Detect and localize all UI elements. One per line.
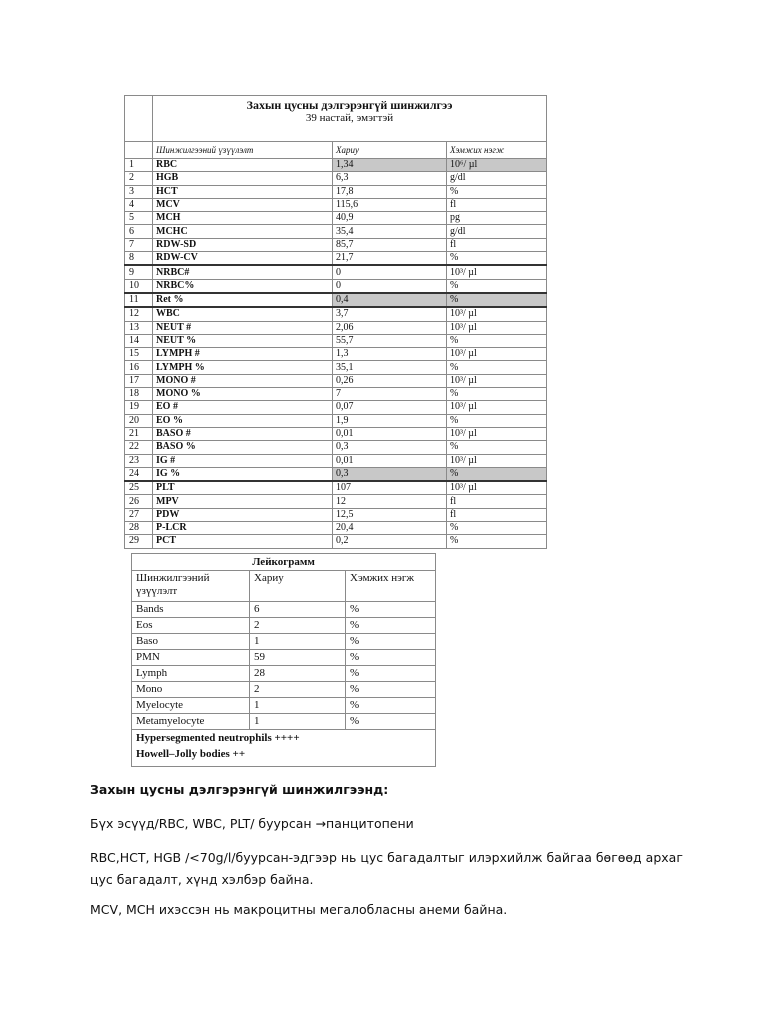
table-row [125, 508, 547, 521]
parameter-name: PDW [153, 508, 333, 521]
table-row [125, 159, 547, 172]
table-row [125, 374, 547, 387]
unit-cell: 10³/ µl [447, 481, 547, 495]
leuko-header-result: Хариу [250, 571, 346, 602]
table-row [125, 348, 547, 361]
result-value: 7 [333, 388, 447, 401]
parameter-name: EO # [153, 401, 333, 414]
leuko-unit: % [346, 714, 436, 730]
leuko-note: Howell–Jolly bodies ++ [132, 746, 436, 767]
parameter-name: Ret % [153, 293, 333, 307]
parameter-name: EO % [153, 414, 333, 427]
table-row [125, 279, 547, 293]
leuko-unit: % [346, 682, 436, 698]
result-value: 0 [333, 265, 447, 279]
leuko-row [132, 666, 436, 682]
parameter-name: LYMPH % [153, 361, 333, 374]
parameter-name: BASO # [153, 427, 333, 440]
result-value: 2,06 [333, 321, 447, 334]
result-value: 85,7 [333, 238, 447, 251]
row-number: 14 [125, 334, 153, 347]
row-number: 23 [125, 454, 153, 467]
leuko-row [132, 698, 436, 714]
parameter-name: MCH [153, 212, 333, 225]
table-title: Захын цусны дэлгэрэнгүй шинжилгээ [246, 98, 453, 112]
leuko-unit: % [346, 650, 436, 666]
leuko-name: PMN [132, 650, 250, 666]
unit-cell: 10³/ µl [447, 321, 547, 334]
leuko-header-parameter: Шинжилгээний үзүүлэлт [132, 571, 250, 602]
leuko-value: 59 [250, 650, 346, 666]
unit-cell: g/dl [447, 225, 547, 238]
row-number: 26 [125, 495, 153, 508]
result-value: 0,2 [333, 535, 447, 548]
result-value: 0,26 [333, 374, 447, 387]
table-row [125, 388, 547, 401]
leuko-value: 2 [250, 618, 346, 634]
unit-cell: 10³/ µl [447, 348, 547, 361]
table-row [125, 265, 547, 279]
leukogram-table [131, 553, 436, 767]
row-number: 11 [125, 293, 153, 307]
table-row [125, 185, 547, 198]
row-number: 2 [125, 172, 153, 185]
header-unit: Хэмжих нэгж [447, 142, 547, 159]
paragraph-pancytopenia: Бүх эсүүд/RBC, WBC, PLT/ буурсан →панцитопени [90, 816, 414, 831]
row-number: 17 [125, 374, 153, 387]
paragraph-macrocytic: MCV, MCH ихэссэн нь макроцитны мегалобласны анеми байна. [90, 902, 508, 917]
parameter-name: HCT [153, 185, 333, 198]
unit-cell: % [447, 522, 547, 535]
table-row [125, 535, 547, 548]
parameter-name: MONO # [153, 374, 333, 387]
leuko-unit: % [346, 666, 436, 682]
unit-cell: 10³/ µl [447, 307, 547, 321]
leuko-row [132, 602, 436, 618]
result-value: 1,9 [333, 414, 447, 427]
result-value: 6,3 [333, 172, 447, 185]
result-value: 21,7 [333, 252, 447, 266]
table-row [125, 307, 547, 321]
table-row [125, 361, 547, 374]
leuko-note-row [132, 746, 436, 767]
leuko-value: 1 [250, 698, 346, 714]
unit-cell: 10⁶/ µl [447, 159, 547, 172]
parameter-name: LYMPH # [153, 348, 333, 361]
unit-cell: % [447, 414, 547, 427]
result-value: 1,34 [333, 159, 447, 172]
parameter-name: P-LCR [153, 522, 333, 535]
result-value: 115,6 [333, 198, 447, 211]
result-value: 0,3 [333, 467, 447, 481]
row-number: 24 [125, 467, 153, 481]
parameter-name: NEUT % [153, 334, 333, 347]
unit-cell: % [447, 388, 547, 401]
unit-cell: % [447, 441, 547, 454]
row-number: 8 [125, 252, 153, 266]
parameter-name: MPV [153, 495, 333, 508]
leuko-name: Bands [132, 602, 250, 618]
leuko-header-unit: Хэмжих нэгж [346, 571, 436, 602]
table-row [125, 225, 547, 238]
table-row [125, 441, 547, 454]
leuko-note: Hypersegmented neutrophils ++++ [132, 730, 436, 747]
leuko-name: Eos [132, 618, 250, 634]
parameter-name: BASO % [153, 441, 333, 454]
result-value: 1,3 [333, 348, 447, 361]
parameter-name: RBC [153, 159, 333, 172]
row-number: 19 [125, 401, 153, 414]
result-value: 0 [333, 279, 447, 293]
table-row [125, 212, 547, 225]
leuko-name: Myelocyte [132, 698, 250, 714]
row-number: 25 [125, 481, 153, 495]
result-value: 0,4 [333, 293, 447, 307]
parameter-name: IG % [153, 467, 333, 481]
unit-cell: fl [447, 508, 547, 521]
parameter-name: MCHC [153, 225, 333, 238]
parameter-name: HGB [153, 172, 333, 185]
parameter-name: PLT [153, 481, 333, 495]
leuko-name: Metamyelocyte [132, 714, 250, 730]
row-number: 5 [125, 212, 153, 225]
parameter-name: NRBC% [153, 279, 333, 293]
leuko-value: 1 [250, 714, 346, 730]
unit-cell: 10³/ µl [447, 374, 547, 387]
unit-cell: fl [447, 198, 547, 211]
table-row [125, 481, 547, 495]
parameter-name: NEUT # [153, 321, 333, 334]
result-value: 12,5 [333, 508, 447, 521]
unit-cell: % [447, 467, 547, 481]
table-row [125, 172, 547, 185]
unit-cell: 10³/ µl [447, 427, 547, 440]
result-value: 20,4 [333, 522, 447, 535]
row-number: 6 [125, 225, 153, 238]
unit-cell: % [447, 279, 547, 293]
result-value: 0,3 [333, 441, 447, 454]
result-value: 55,7 [333, 334, 447, 347]
result-value: 40,9 [333, 212, 447, 225]
table-row [125, 495, 547, 508]
leuko-value: 6 [250, 602, 346, 618]
table-row [125, 321, 547, 334]
result-value: 0,01 [333, 454, 447, 467]
leuko-unit: % [346, 602, 436, 618]
row-number: 9 [125, 265, 153, 279]
unit-cell: 10³/ µl [447, 454, 547, 467]
row-number: 20 [125, 414, 153, 427]
leuko-unit: % [346, 634, 436, 650]
parameter-name: PCT [153, 535, 333, 548]
unit-cell: % [447, 252, 547, 266]
table-row [125, 427, 547, 440]
leukogram-title: Лейкограмм [132, 554, 436, 571]
row-number: 4 [125, 198, 153, 211]
table-row [125, 401, 547, 414]
leuko-name: Baso [132, 634, 250, 650]
row-number: 10 [125, 279, 153, 293]
result-value: 107 [333, 481, 447, 495]
unit-cell: pg [447, 212, 547, 225]
table-row [125, 238, 547, 251]
leukogram-title-row [132, 554, 436, 571]
table-row [125, 454, 547, 467]
unit-cell: % [447, 361, 547, 374]
parameter-name: NRBC# [153, 265, 333, 279]
result-value: 0,01 [333, 427, 447, 440]
leuko-row [132, 714, 436, 730]
table-row [125, 334, 547, 347]
row-number: 1 [125, 159, 153, 172]
parameter-name: RDW-CV [153, 252, 333, 266]
leuko-note-row [132, 730, 436, 747]
table-row [125, 198, 547, 211]
row-number: 28 [125, 522, 153, 535]
header-parameter: Шинжилгээний үзүүлэлт [153, 142, 333, 159]
unit-cell: % [447, 185, 547, 198]
unit-cell: g/dl [447, 172, 547, 185]
leuko-name: Lymph [132, 666, 250, 682]
leuko-row [132, 650, 436, 666]
leuko-value: 2 [250, 682, 346, 698]
table-row [125, 522, 547, 535]
result-value: 35,1 [333, 361, 447, 374]
row-number: 13 [125, 321, 153, 334]
unit-cell: fl [447, 495, 547, 508]
table-row [125, 467, 547, 481]
table-header-row [125, 142, 547, 159]
table-title-row [125, 96, 547, 142]
leuko-value: 28 [250, 666, 346, 682]
table-row [125, 414, 547, 427]
parameter-name: IG # [153, 454, 333, 467]
cbc-results-table [124, 95, 547, 549]
row-number: 27 [125, 508, 153, 521]
row-number: 12 [125, 307, 153, 321]
row-number: 22 [125, 441, 153, 454]
leukogram-header-row [132, 571, 436, 602]
table-row [125, 252, 547, 266]
row-number: 15 [125, 348, 153, 361]
unit-cell: % [447, 535, 547, 548]
result-value: 35,4 [333, 225, 447, 238]
row-number: 16 [125, 361, 153, 374]
leuko-row [132, 618, 436, 634]
row-number: 3 [125, 185, 153, 198]
unit-cell: 10³/ µl [447, 401, 547, 414]
leuko-row [132, 682, 436, 698]
row-number: 29 [125, 535, 153, 548]
table-subtitle: 39 настай, эмэгтэй [305, 112, 394, 124]
unit-cell: % [447, 334, 547, 347]
parameter-name: RDW-SD [153, 238, 333, 251]
header-result: Хариу [333, 142, 447, 159]
row-number: 21 [125, 427, 153, 440]
unit-cell: fl [447, 238, 547, 251]
leuko-unit: % [346, 698, 436, 714]
leuko-value: 1 [250, 634, 346, 650]
result-value: 3,7 [333, 307, 447, 321]
leuko-unit: % [346, 618, 436, 634]
leuko-row [132, 634, 436, 650]
parameter-name: MCV [153, 198, 333, 211]
unit-cell: 10³/ µl [447, 265, 547, 279]
row-number: 7 [125, 238, 153, 251]
parameter-name: MONO % [153, 388, 333, 401]
analysis-heading: Захын цусны дэлгэрэнгүй шинжилгээнд: [90, 782, 389, 797]
result-value: 0,07 [333, 401, 447, 414]
result-value: 17,8 [333, 185, 447, 198]
leuko-name: Mono [132, 682, 250, 698]
parameter-name: WBC [153, 307, 333, 321]
paragraph-anemia: RBC,HCT, HGB /<70g/l/буурсан-эдгээр нь цус багадалтыг илэрхийлж байгаа бөгөөд архаг цус багадалт, хүнд хэлбэр байна. [90, 850, 683, 887]
table-row [125, 293, 547, 307]
result-value: 12 [333, 495, 447, 508]
row-number: 18 [125, 388, 153, 401]
unit-cell: % [447, 293, 547, 307]
